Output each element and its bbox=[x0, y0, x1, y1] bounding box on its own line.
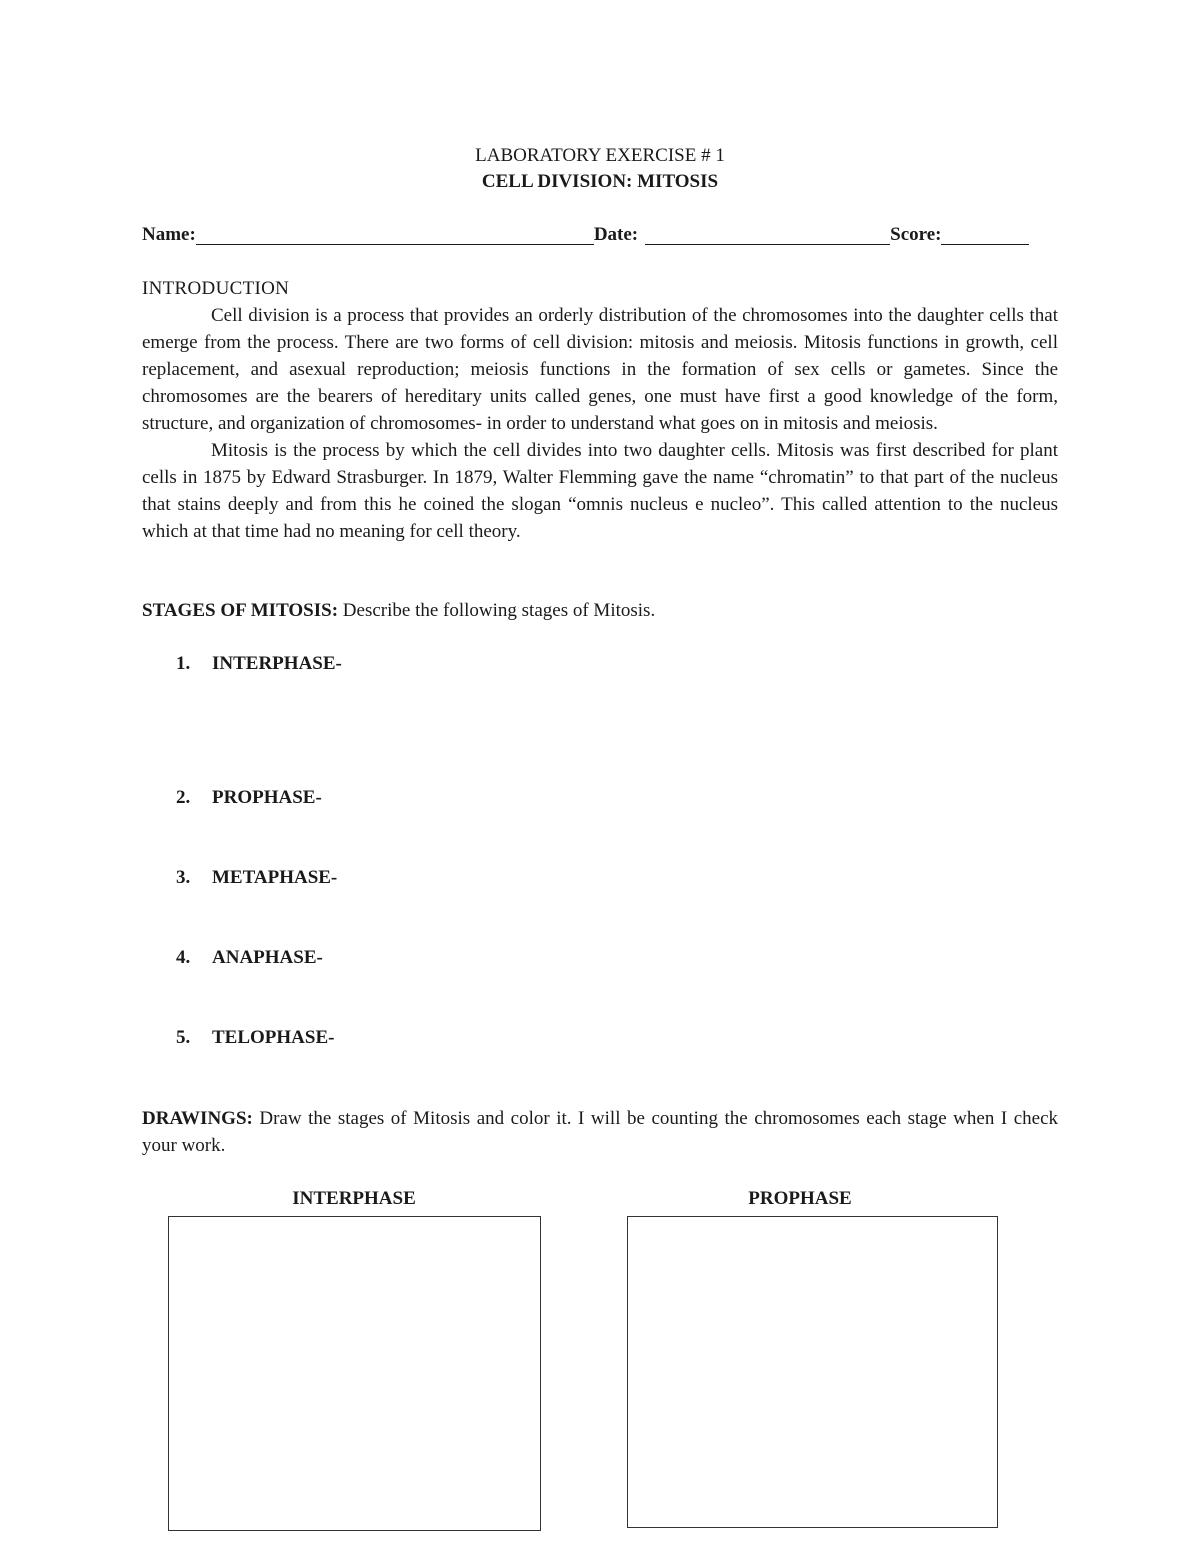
drawing-label-prophase: PROPHASE bbox=[748, 1188, 852, 1209]
stage-number: 5. bbox=[176, 1027, 191, 1048]
exercise-subtitle: CELL DIVISION: MITOSIS bbox=[481, 171, 719, 192]
drawing-box-prophase[interactable] bbox=[627, 1216, 998, 1528]
stage-number: 3. bbox=[176, 867, 191, 888]
introduction-text bbox=[142, 302, 1058, 545]
stage-label: TELOPHASE- bbox=[212, 1027, 335, 1048]
stage-number: 1. bbox=[176, 653, 191, 674]
stage-item-telophase bbox=[176, 1024, 334, 1051]
intro-paragraph-2: Mitosis is the process by which the cell divides into two daughter cells. Mitosis was first described for plant cells in 1875 by Edward Strasburger. In 1879, Walter Flemming gave the name “chromatin” to that part of the nucleus that stains deeply and from this he coined the slogan “omnis nucleus e nucleo”. This called attention to the nucleus which at that time had no meaning for cell theory. bbox=[142, 440, 1058, 542]
stage-label: ANAPHASE- bbox=[212, 947, 323, 968]
stage-number: 4. bbox=[176, 947, 191, 968]
stage-number: 2. bbox=[176, 787, 191, 808]
stage-item-interphase bbox=[176, 650, 342, 677]
drawings-instruction: Draw the stages of Mitosis and color it. I will be counting the chromosomes each stage when I check your work. bbox=[142, 1108, 1058, 1156]
stages-heading: STAGES OF MITOSIS: bbox=[142, 600, 339, 621]
date-field[interactable] bbox=[645, 222, 890, 245]
stage-item-prophase bbox=[176, 784, 322, 811]
drawing-box-interphase[interactable] bbox=[168, 1216, 541, 1531]
intro-paragraph-1: Cell division is a process that provides an orderly distribution of the chromosomes into the daughter cells that emerge from the process. There are two forms of cell division: mitosis and meiosis. Mitosis functions in growth, cell replacement, and asexual reproduction; meiosis functions in the formation of sex cells or gametes. Since the chromosomes are the bearers of hereditary units called genes, one must have first a good knowledge of the form, structure, and organization of chromosomes- in order to understand what goes on in mitosis and meiosis. bbox=[142, 305, 1058, 434]
drawings-heading: DRAWINGS: bbox=[142, 1108, 253, 1129]
stages-heading-line bbox=[142, 597, 1058, 624]
name-label: Name: bbox=[142, 224, 196, 245]
student-info-fields bbox=[142, 221, 1062, 248]
stage-label: INTERPHASE- bbox=[212, 653, 342, 674]
score-field[interactable] bbox=[941, 222, 1029, 245]
stage-label: METAPHASE- bbox=[212, 867, 338, 888]
drawings-section bbox=[142, 1105, 1058, 1159]
stages-instruction: Describe the following stages of Mitosis. bbox=[338, 600, 656, 621]
drawing-label-interphase: INTERPHASE bbox=[292, 1188, 416, 1209]
name-field[interactable] bbox=[196, 222, 594, 245]
stage-item-metaphase bbox=[176, 864, 337, 891]
stage-label: PROPHASE- bbox=[212, 787, 322, 808]
exercise-title: LABORATORY EXERCISE # 1 bbox=[475, 145, 725, 166]
date-label: Date: bbox=[593, 224, 639, 245]
score-label: Score: bbox=[890, 224, 942, 245]
introduction-heading: INTRODUCTION bbox=[142, 278, 290, 299]
stage-item-anaphase bbox=[176, 944, 323, 971]
